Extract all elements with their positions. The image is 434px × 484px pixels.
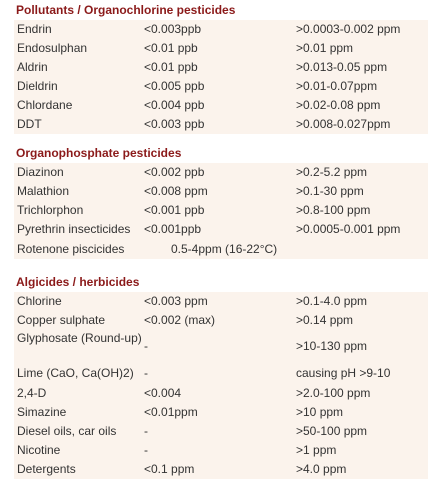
pollutant-name: Lime (CaO, Ca(OH)2): [17, 366, 134, 380]
pollutant-name: Chlordane: [17, 98, 73, 112]
toxic-level: >4.0 ppm: [296, 462, 347, 476]
safe-limit: <0.003 ppm: [144, 294, 208, 308]
safe-limit: <0.01ppm: [144, 405, 198, 419]
toxic-level: >0.008-0.027ppm: [296, 117, 391, 131]
table-row: [14, 58, 428, 78]
pollutant-name: Diesel oils, car oils: [17, 424, 117, 438]
table-row: [14, 364, 428, 385]
toxic-level: >0.1-4.0 ppm: [296, 294, 368, 308]
pollutant-name: DDT: [17, 117, 42, 131]
safe-limit: -: [144, 443, 148, 457]
toxic-level: >50-100 ppm: [296, 424, 368, 438]
safe-limit: 0.5-4ppm (16-22°C): [171, 242, 278, 256]
toxic-level: >0.02-0.08 ppm: [296, 98, 381, 112]
toxic-level: >0.01 ppm: [296, 41, 354, 55]
pollutant-name: Rotenone piscicides: [17, 242, 125, 256]
table-row: [14, 39, 428, 59]
safe-limit: <0.01 ppb: [144, 41, 198, 55]
pollutant-name: 2,4-D: [17, 386, 47, 400]
table-row: [14, 422, 428, 442]
toxic-level: >0.01-0.07ppm: [296, 79, 378, 93]
table-row: [14, 96, 428, 116]
safe-limit: <0.003ppb: [144, 22, 202, 36]
table-row: [14, 201, 428, 221]
table-row: [14, 460, 428, 480]
pollutant-name: Chlorine: [17, 294, 62, 308]
toxic-level: >0.1-30 ppm: [296, 184, 364, 198]
pollutant-name: Pyrethrin insecticides: [17, 222, 131, 236]
safe-limit: -: [144, 339, 148, 353]
pollutant-name: Copper sulphate: [17, 313, 106, 327]
toxic-level: >0.8-100 ppm: [296, 203, 371, 217]
pollutant-name: Aldrin: [17, 60, 48, 74]
safe-limit: <0.002 (max): [144, 313, 216, 327]
safe-limit: <0.005 ppb: [144, 79, 205, 93]
pollutant-name: Endrin: [17, 22, 52, 36]
table-row: [14, 330, 428, 365]
pollutant-name: Glyphosate (Round-up): [17, 331, 142, 345]
section-title-algicides: Algicides / herbicides: [16, 275, 140, 289]
table-row: [14, 163, 428, 183]
safe-limit: <0.004 ppb: [144, 98, 205, 112]
pollutant-name: Diazinon: [17, 165, 64, 179]
toxic-level: >10-130 ppm: [296, 339, 368, 353]
toxic-level: causing pH >9-10: [296, 366, 391, 380]
pollutant-name: Dieldrin: [17, 79, 58, 93]
table-row: [14, 20, 428, 40]
table-row: [14, 384, 428, 404]
toxic-level: >0.0003-0.002 ppm: [296, 22, 401, 36]
pollutant-name: Nicotine: [17, 443, 61, 457]
table-row: [14, 239, 428, 260]
safe-limit: <0.001ppb: [144, 222, 202, 236]
section-title-organophosphate: Organophosphate pesticides: [16, 146, 182, 160]
safe-limit: <0.01 ppb: [144, 60, 198, 74]
safe-limit: <0.002 ppb: [144, 165, 205, 179]
toxic-level: >1 ppm: [296, 443, 337, 457]
table-row: [14, 311, 428, 331]
pollutant-name: Endosulphan: [17, 41, 88, 55]
pollutant-name: Malathion: [17, 184, 70, 198]
table-row: [14, 220, 428, 240]
toxic-level: >0.2-5.2 ppm: [296, 165, 368, 179]
table-row: [14, 182, 428, 202]
table-row: [14, 292, 428, 312]
section-title-organochlorine: Pollutants / Organochlorine pesticides: [16, 3, 236, 17]
safe-limit: <0.1 ppm: [144, 462, 195, 476]
table-row: [14, 403, 428, 423]
table-row: [14, 77, 428, 97]
toxic-level: >0.14 ppm: [296, 313, 354, 327]
safe-limit: -: [144, 424, 148, 438]
pollutant-name: Trichlorphon: [17, 203, 84, 217]
toxic-level: >2.0-100 ppm: [296, 386, 371, 400]
toxic-level: >10 ppm: [296, 405, 344, 419]
pollutant-name: Simazine: [17, 405, 67, 419]
table-row: [14, 441, 428, 461]
safe-limit: <0.008 ppm: [144, 184, 208, 198]
toxic-level: >0.013-0.05 ppm: [296, 60, 388, 74]
safe-limit: -: [144, 366, 148, 380]
safe-limit: <0.001 ppb: [144, 203, 205, 217]
toxic-level: >0.0005-0.001 ppm: [296, 222, 401, 236]
table-row: [14, 115, 428, 135]
safe-limit: <0.003 ppb: [144, 117, 205, 131]
safe-limit: <0.004: [144, 386, 182, 400]
pollutant-name: Detergents: [17, 462, 76, 476]
